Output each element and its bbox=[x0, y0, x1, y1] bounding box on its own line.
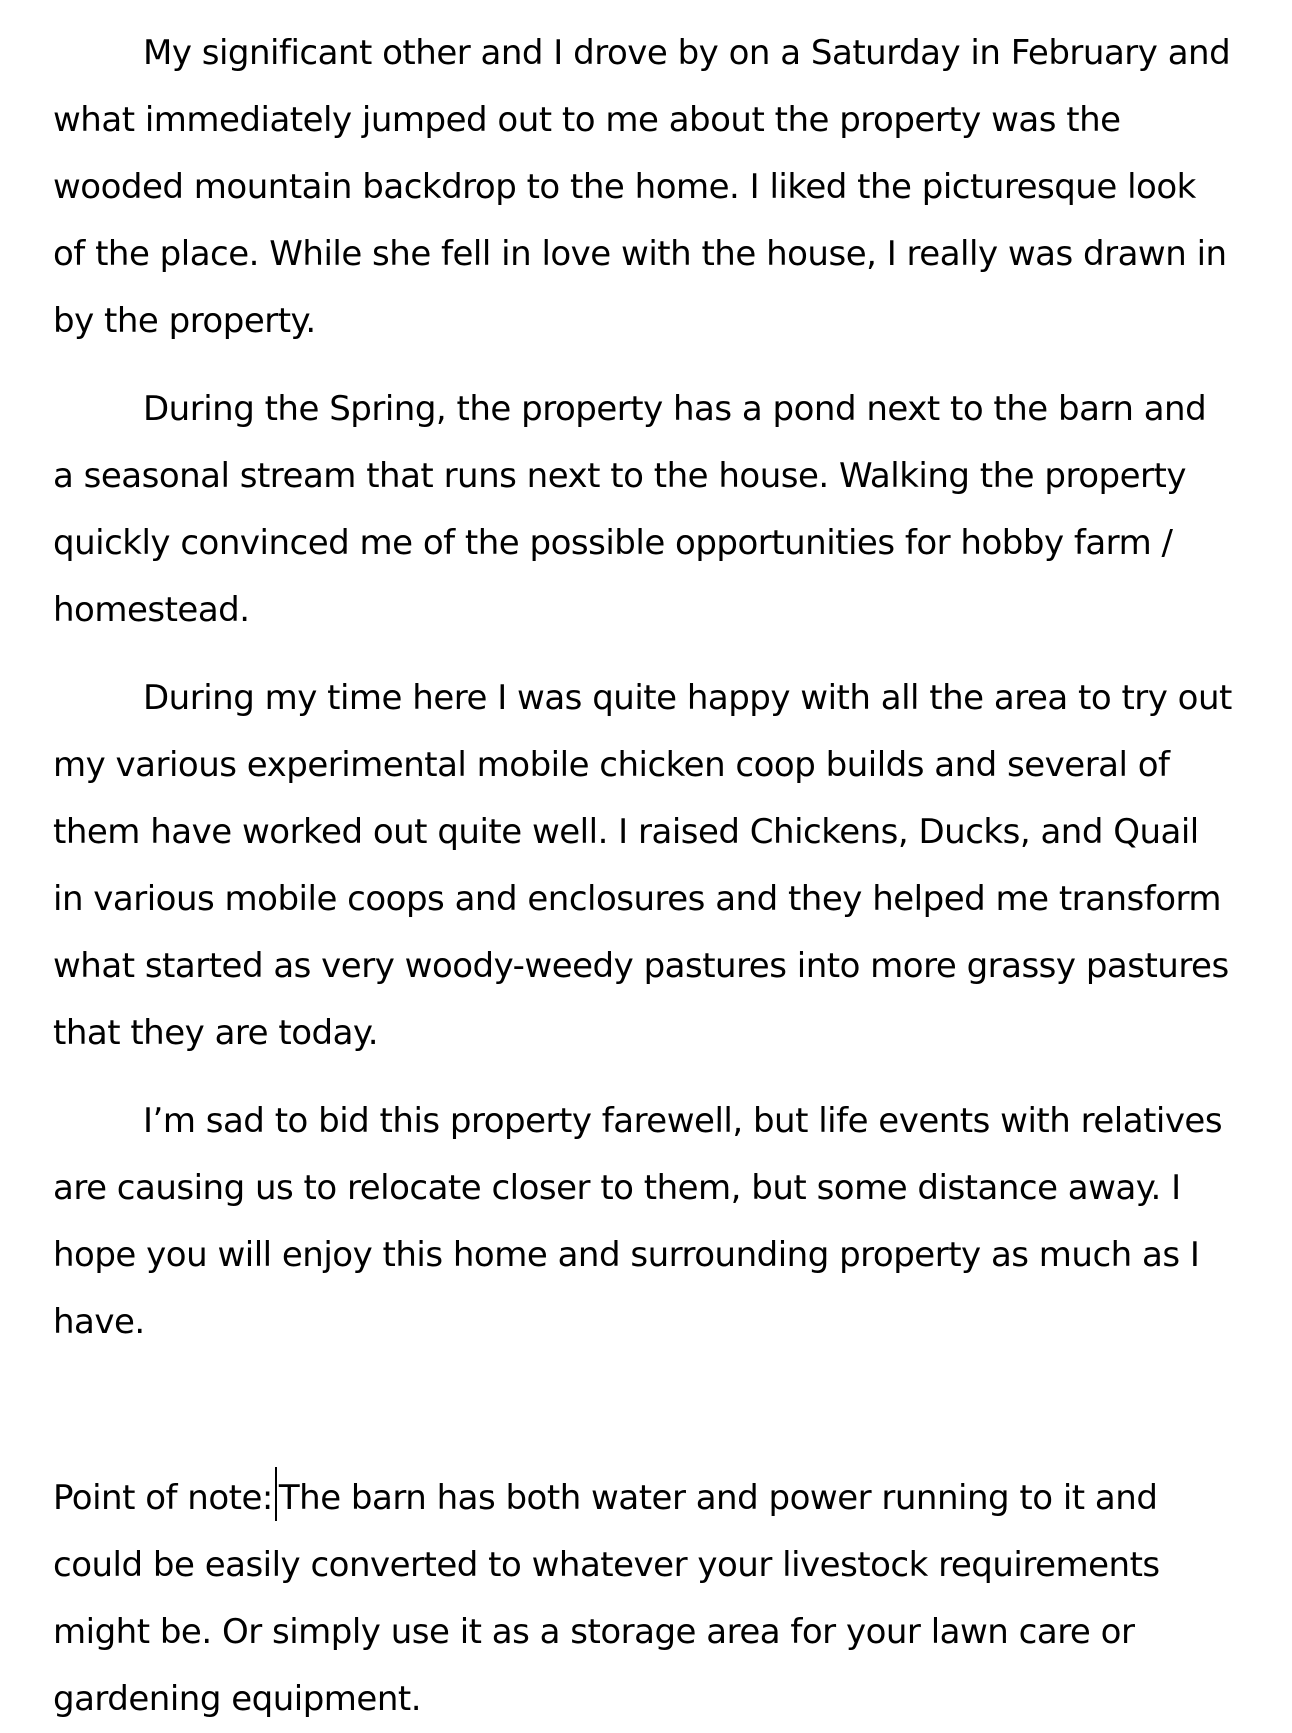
document-body[interactable] bbox=[53, 20, 1233, 1733]
paragraph-3: During my time here I was quite happy with all the area to try out my various experimental mobile chicken coop builds and several of them have worked out quite well. I raised Chickens, Ducks, and Quail in various mobile coops and enclosures and they helped me transform what started as very woody-weedy pastures into more grassy pastures that they are today. bbox=[53, 678, 1232, 1053]
blank-line bbox=[53, 1377, 1233, 1465]
text-cursor bbox=[275, 1467, 277, 1521]
paragraph-1: My significant other and I drove by on a Saturday in February and what immediately jumped out to me about the property was the wooded mountain backdrop to the home. I liked the picturesque look of the place. While she fell in love with the house, I really was drawn in by the property. bbox=[53, 33, 1231, 341]
point-of-note-text: The barn has both water and power running to it and could be easily converted to whatever your livestock requirements might be. Or simply use it as a storage area for your lawn care or gardening equipment. bbox=[53, 1478, 1160, 1719]
paragraph-4: I’m sad to bid this property farewell, but life events with relatives are causing us to relocate closer to them, but some distance away. I hope you will enjoy this home and surrounding property as much as I have. bbox=[53, 1101, 1223, 1342]
paragraph-2: During the Spring, the property has a pond next to the barn and a seasonal stream that runs next to the house. Walking the property quickly convinced me of the possible opportunities for hobby farm / homestead. bbox=[53, 389, 1207, 630]
point-of-note-label: Point of note: bbox=[53, 1478, 273, 1518]
point-of-note-paragraph bbox=[53, 1465, 1233, 1733]
